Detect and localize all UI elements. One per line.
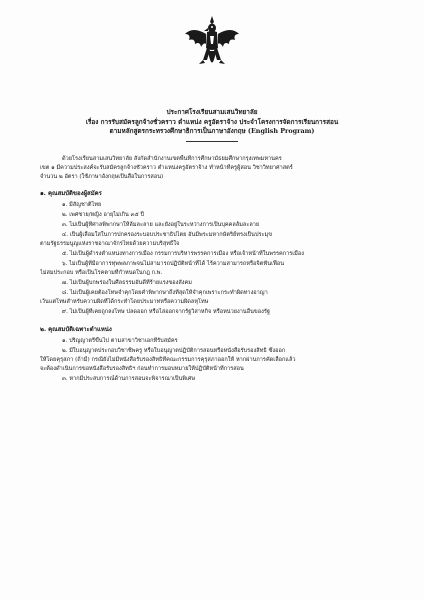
intro-line-1: ด้วยโรงเรียนสามเสนวิทยาลัย สังกัดสำนักงานเขตพื้นที่การศึกษามัธยมศึกษากรุงเทพมหานคร [62, 156, 282, 162]
specific-qualification-continuation: จะต้องดำเนินการขอหนังสือรับรองสิทธิฯ ก่อนทำการมอบหมายให้ปฏิบัติหน้าที่การสอน [40, 366, 244, 372]
document-title: ประกาศโรงเรียนสามเสนวิทยาลัย [166, 108, 258, 116]
section-2-title: ๒. คุณสมบัติเฉพาะตำแหน่ง [40, 326, 112, 333]
intro-line-3: จำนวน ๒ อัตรา (ใช้ภาษาอังกฤษเป็นสื่อในการสอน) [40, 174, 164, 180]
document-subject-line-1: เรื่อง การรับสมัครลูกจ้างชั่วคราว ตำแหน่ง ครูอัตราจ้าง ประจำโครงการจัดการเรียนการสอน [85, 118, 339, 126]
qualification-item: ๖. ไม่เป็นผู้ที่มีอาการทุพพลภาพจนไม่สามารถปฏิบัติหน้าที่ได้ ไร้ความสามารถหรือจิตฟั่นเฟือน [62, 261, 285, 267]
garuda-emblem-icon [183, 14, 241, 86]
qualification-item: ๘. ไม่เป็นผู้เคยต้องโทษจำคุกโดยคำพิพากษาถึงที่สุดให้จำคุกเพราะกระทำผิดทางอาญา [62, 290, 268, 296]
specific-qualification-item: ๓. หากมีประสบการณ์ด้านการสอนจะพิจารณาเป็นพิเศษ [62, 376, 196, 382]
qualification-item: ๑. มีสัญชาติไทย [62, 202, 102, 208]
qualification-item-continuation: ไม่สมประกอบ หรือเป็นโรคตามที่กำหนดในกฎ ก.พ. [40, 270, 163, 276]
qualification-item: ๙. ไม่เป็นผู้ที่เคยถูกลงโทษ ปลดออก หรือไล่ออกจากรัฐวิสาหกิจ หรือหน่วยงานอื่นของรัฐ [62, 309, 270, 315]
qualification-item: ๓. ไม่เป็นผู้ที่ศาลพิพากษาให้ล้มละลาย และยังอยู่ในระหว่างการเป็นบุคคลล้มละลาย [62, 222, 260, 228]
qualification-item: ๔. เป็นผู้เลื่อมใสในการปกครองระบอบประชาธิปไตย อันมีพระมหากษัตริย์ทรงเป็นประมุข [62, 232, 273, 238]
specific-qualification-item: ๒. มีใบอนุญาตประกอบวิชาชีพครู หรือใบอนุญาตปฏิบัติการสอนหรือหนังสือรับรองสิทธิ ซึ่งออก [62, 348, 286, 354]
qualification-item-continuation: ตามรัฐธรรมนูญแห่งราชอาณาจักรไทยด้วยความบริสุทธิ์ใจ [40, 241, 180, 247]
qualification-item: ๕. ไม่เป็นผู้ดำรงตำแหน่งทางการเมือง กรรมการบริหารพรรคการเมือง หรือเจ้าหน้าที่ในพรรคการเมือง [62, 251, 304, 257]
specific-qualification-item: ๑. ปริญญาตรีขึ้นไป ตามสาขาวิชาเอกที่รับสมัคร [62, 338, 178, 344]
document-subject-line-2: ตามหลักสูตรกระทรวงศึกษาธิการเป็นภาษาอังกฤษ (English Program) [109, 127, 315, 135]
qualification-item: ๒. เพศชาย/หญิง อายุไม่เกิน ๓๕ ปี [62, 212, 145, 218]
qualification-item-continuation: เว้นแต่โทษสำหรับความผิดที่ได้กระทำโดยประมาทหรือความผิดลหุโทษ [40, 299, 209, 305]
qualification-item: ๗. ไม่เป็นผู้บกพร่องในศีลธรรมอันดีที่ร้ายแรงของสังคม [62, 280, 192, 286]
intro-line-2: เขต ๑ มีความประสงค์จะรับสมัครลูกจ้างชั่วคราว ตำแหน่งครูอัตราจ้าง ทำหน้าที่ครูผู้สอน วิชาวิทยาศาสตร์ [40, 165, 293, 171]
section-1-title: ๑. คุณสมบัติของผู้สมัคร [40, 190, 102, 197]
specific-qualification-continuation: ให้โดยคุรุสภา (ถ้ามี) กรณียังไม่มีหนังสือรับรองสิทธิที่คณะกรรมการคุรุสภาออกให้ หากผ่านการคัดเลือกแล้ว [40, 357, 296, 363]
title-divider [186, 141, 238, 142]
